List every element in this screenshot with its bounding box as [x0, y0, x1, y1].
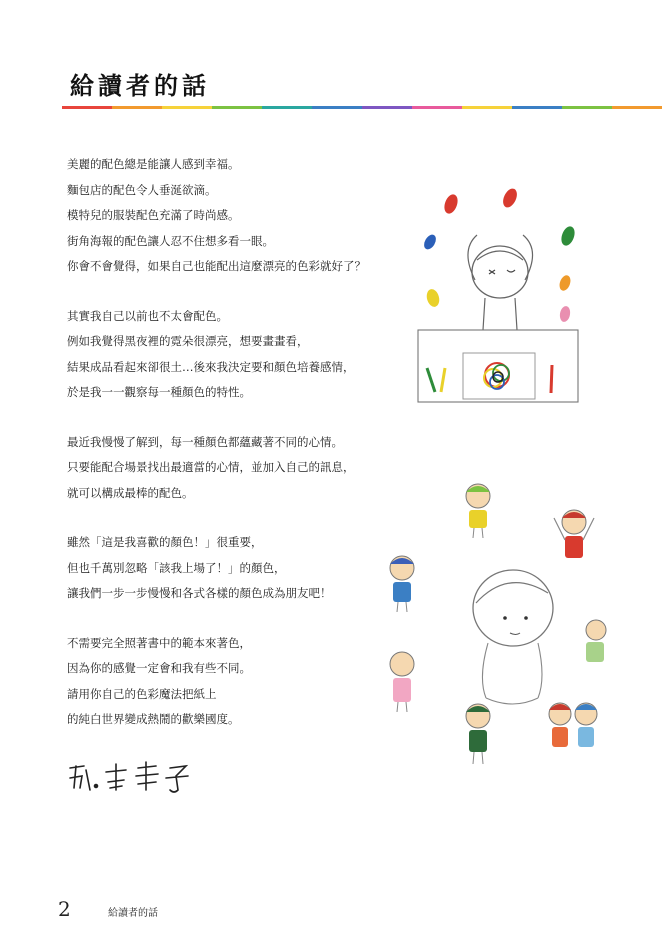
paragraph	[67, 430, 397, 507]
kid-pink-figure	[390, 652, 414, 712]
color-stripe	[562, 106, 612, 109]
text-line: 因為你的感覺一定會和我有些不同。	[67, 661, 251, 675]
children-circle-illustration	[378, 478, 613, 778]
color-stripe	[362, 106, 412, 109]
color-stripe	[412, 106, 462, 109]
text-line: 不需要完全照著書中的範本來著色，	[67, 635, 251, 650]
text-line: 例如我覺得黑夜裡的霓朵很漂亮，想要畫畫看，	[67, 334, 309, 348]
kid-green-sitting-figure	[586, 620, 606, 662]
text-line: 最近我慢慢了解到，每一種顏色都蘊藏著不同的心情。	[67, 434, 343, 449]
red-ball-icon	[500, 186, 519, 209]
color-stripe	[612, 106, 662, 109]
kid-yellow-figure	[466, 484, 490, 538]
page-title: 給讀者的話	[70, 71, 210, 100]
kid-red-figure	[554, 510, 594, 558]
color-stripe	[162, 106, 212, 109]
text-line: 的純白世界變成熱鬧的歡樂國度。	[67, 712, 240, 726]
color-stripe	[62, 106, 112, 109]
body-text	[67, 152, 397, 757]
blue-ball-icon	[422, 233, 439, 252]
paragraph	[67, 152, 397, 280]
pencil-icon	[441, 368, 445, 392]
kid-pair-figure	[549, 703, 597, 747]
color-stripe	[312, 106, 362, 109]
color-divider	[62, 106, 662, 109]
paragraph	[67, 304, 397, 406]
kid-blue-figure	[390, 556, 414, 612]
text-line: 雖然「這是我喜歡的顏色！」很重要，	[67, 535, 263, 549]
text-line: 請用你自己的色彩魔法把紙上	[67, 686, 217, 701]
text-line: 只要能配合場景找出最適當的心情，並加入自己的訊息，	[67, 460, 355, 474]
text-line: 就可以構成最棒的配色。	[67, 485, 194, 500]
text-line: 讓我們一步一步慢慢和各式各樣的顏色成為朋友吧！	[67, 586, 332, 600]
text-line: 結果成品看起來卻很土…後來我決定要和顏色培養感情，	[67, 359, 355, 374]
red-ball-icon	[442, 193, 460, 216]
text-line: 你會不會覺得，如果自己也能配出這麼漂亮的色彩就好了？	[67, 259, 366, 273]
pencil-icon	[551, 365, 552, 393]
color-stripe	[512, 106, 562, 109]
color-stripe	[462, 106, 512, 109]
color-stripe	[262, 106, 312, 109]
footer-section-label: 給讀者的話	[108, 908, 158, 919]
color-stripe	[212, 106, 262, 109]
pencil-icon	[427, 368, 435, 392]
text-line: 街角海報的配色讓人忍不住想多看一眼。	[67, 233, 274, 248]
yellow-ball-icon	[425, 288, 441, 308]
text-line: 其實我自己以前也不太會配色。	[67, 308, 228, 323]
pink-ball-icon	[559, 305, 572, 322]
paragraph	[67, 530, 397, 607]
juggling-child-illustration	[415, 180, 590, 405]
text-line: 模特兒的服裝配色充滿了時尚感。	[67, 208, 240, 222]
text-line: 於是我一一觀察每一種顏色的特性。	[67, 385, 251, 399]
page-number: 2	[58, 897, 71, 921]
green-ball-icon	[559, 225, 577, 248]
text-line: 美麗的配色總是能讓人感到幸福。	[67, 157, 240, 171]
paragraph	[67, 631, 397, 733]
handwritten-signature	[66, 760, 196, 796]
text-line: 但也千萬別忽略「該我上場了！」的顏色，	[67, 560, 286, 575]
color-stripe	[112, 106, 162, 109]
orange-ball-icon	[558, 274, 573, 292]
kid-dark-green-figure	[466, 704, 490, 764]
text-line: 麵包店的配色令人垂涎欲滴。	[67, 182, 217, 197]
center-child-figure	[473, 570, 553, 704]
